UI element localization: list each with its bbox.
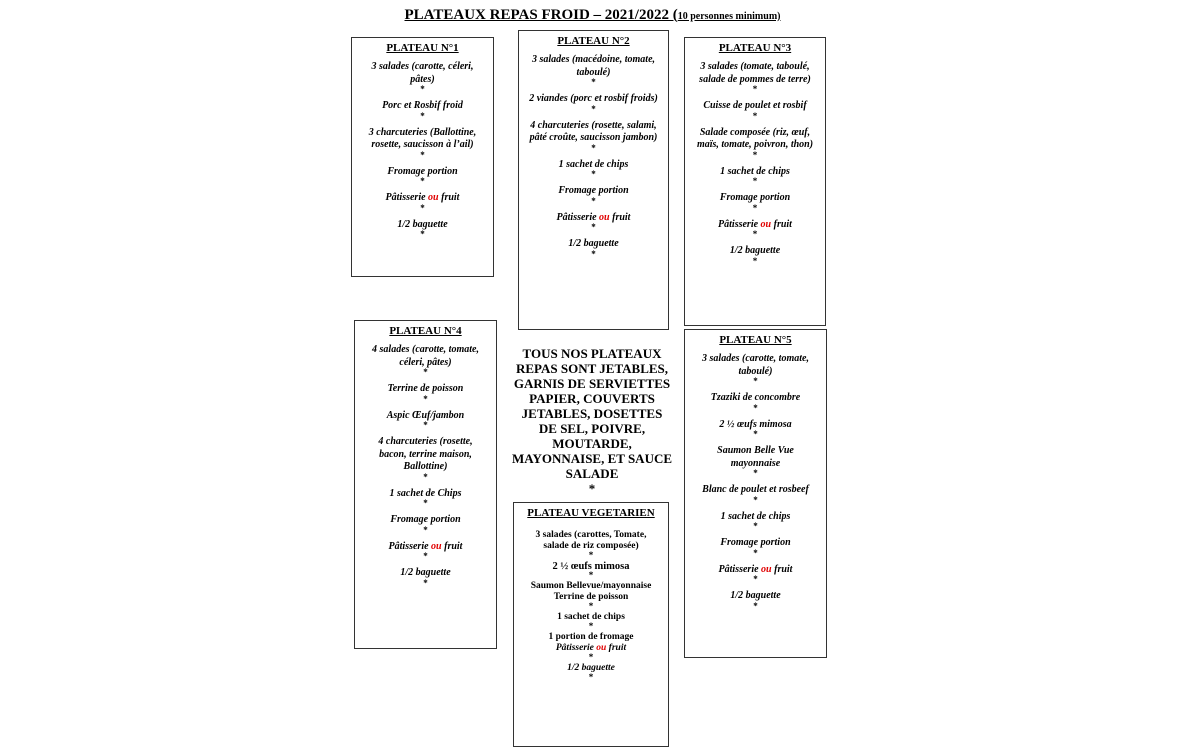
separator-star: *: [753, 494, 758, 505]
separator-star: *: [591, 195, 596, 206]
patisserie-label: Pâtisserie: [556, 211, 600, 223]
plateau-1-item: 1/2 baguette: [397, 218, 448, 230]
plateau-4-card: [354, 320, 497, 649]
separator-star: *: [752, 229, 758, 239]
separator-star: *: [753, 600, 758, 611]
fruit-label: fruit: [771, 218, 792, 230]
plateau-3-heading: PLATEAU N°3: [718, 42, 792, 54]
separator-star: *: [423, 420, 428, 430]
plateau-1-item: Fromage portion: [387, 165, 458, 177]
plateau-3-item: 1/2 baguette: [729, 245, 781, 256]
separator-star: *: [588, 601, 594, 611]
vegetarien-item: Saumon Bellevue/mayonnaise: [530, 581, 652, 591]
plateau-3-item: Cuisse de poulet et rosbif: [703, 100, 807, 111]
separator-star: *: [591, 103, 596, 114]
fruit-label: fruit: [441, 540, 463, 552]
plateau-1-item: 3 salades (carotte, céleri, pâtes): [371, 61, 474, 85]
page-title: [0, 7, 1185, 24]
separator-star: *: [423, 367, 428, 377]
separator-star: *: [752, 110, 758, 121]
plateau-1-card: [351, 37, 494, 277]
separator-star: *: [423, 577, 428, 588]
plateau-4-item: 1 sachet de Chips: [389, 487, 462, 499]
fruit-label: fruit: [438, 192, 460, 203]
plateau-2-card: [518, 30, 669, 330]
separator-star: *: [420, 149, 425, 160]
vegetarien-item: 2 ½ œufs mimosa: [552, 561, 630, 572]
separator-star: *: [752, 255, 758, 266]
separator-star: *: [420, 84, 425, 94]
title-main: PLATEAUX REPAS FROID – 2021/2022 (: [404, 7, 678, 23]
separator-star: *: [588, 550, 594, 560]
separator-star: *: [752, 202, 758, 213]
separator-star: *: [420, 110, 425, 121]
plateau-2-item: 1/2 baguette: [568, 238, 619, 249]
separator-star: *: [591, 142, 596, 153]
separator-star: *: [752, 176, 758, 186]
vegetarien-item: 1 sachet de chips: [557, 612, 625, 622]
plateau-3-card: [684, 37, 826, 326]
separator-star: *: [423, 471, 428, 482]
plateau-2-item: 2 viandes (porc et rosbif froids): [529, 93, 658, 104]
separator-star: *: [423, 498, 428, 508]
separator-star: *: [588, 621, 594, 631]
plateau-2-item: 1 sachet de chips: [558, 158, 629, 170]
ou-word: ou: [431, 540, 442, 552]
plateau-5-item: 1 sachet de chips: [720, 510, 791, 522]
separator-star: *: [752, 149, 758, 160]
notice-text-block: [512, 346, 672, 496]
plateau-5-item: Blanc de poulet et rosbeef: [702, 484, 809, 495]
separator-star: *: [753, 429, 758, 439]
separator-star: *: [423, 551, 428, 561]
ou-word: ou: [428, 192, 439, 203]
plateau-2-item: 3 salades (macédoine, tomate, taboulé): [531, 54, 656, 78]
fruit-label: fruit: [609, 211, 631, 223]
separator-star: *: [591, 77, 596, 87]
plateau-2-item: Fromage portion: [558, 185, 629, 196]
patisserie-label: Pâtisserie: [388, 540, 432, 552]
separator-star: *: [752, 84, 758, 94]
plateau-4-heading: PLATEAU N°4: [389, 325, 462, 337]
plateau-1-heading: PLATEAU N°1: [386, 42, 459, 54]
plateau-3-item: Fromage portion: [719, 192, 791, 203]
plateau-1-item: Porc et Rosbif froid: [382, 100, 463, 111]
separator-star: *: [591, 169, 596, 179]
plateau-3-item: 1 sachet de chips: [720, 165, 790, 177]
plateau-vegetarien-heading: PLATEAU VEGETARIEN: [527, 507, 655, 519]
plateau-5-heading: PLATEAU N°5: [719, 334, 792, 346]
plateau-2-heading: PLATEAU N°2: [557, 35, 630, 47]
separator-star: *: [753, 468, 758, 478]
patisserie-label: Pâtisserie: [718, 218, 761, 230]
plateau-5-item: Tzaziki de concombre: [710, 392, 801, 403]
ou-word: ou: [761, 563, 772, 575]
separator-star: *: [753, 521, 758, 531]
fruit-label: fruit: [771, 563, 793, 575]
ou-word: ou: [760, 218, 772, 230]
separator-star: *: [753, 402, 758, 413]
plateau-5-item: 1/2 baguette: [730, 590, 781, 601]
plateau-5-card: [684, 329, 827, 658]
separator-star: *: [588, 570, 594, 580]
plateau-3-item: 3 salades (tomate, taboulé, salade de pommes de terre): [699, 61, 811, 85]
plateau-5-item: 3 salades (carotte, tomate, taboulé): [702, 353, 809, 377]
vegetarien-item: 1/2 baguette: [567, 663, 615, 673]
vegetarien-item: 3 salades (carottes, Tomate, salade de riz composée): [535, 530, 647, 551]
plateau-4-item: Terrine de poisson: [387, 383, 464, 394]
plateau-2-item: 4 charcuteries (rosette, salami, pâté croûte, saucisson jambon): [529, 119, 658, 143]
plateau-5-item: Fromage portion: [720, 537, 791, 548]
separator-star: *: [420, 176, 425, 186]
plateau-vegetarien-card: [513, 502, 669, 747]
patisserie-label: Pâtisserie: [385, 192, 429, 203]
separator-star: *: [588, 652, 594, 662]
separator-star: *: [588, 481, 596, 496]
title-minimum: 10 personnes minimum): [677, 11, 781, 22]
separator-star: *: [423, 524, 428, 535]
separator-star: *: [423, 393, 428, 404]
ou-word: ou: [599, 211, 610, 223]
fruit-label: fruit: [606, 643, 627, 653]
patisserie-label: Pâtisserie: [555, 643, 597, 653]
patisserie-label: Pâtisserie: [718, 563, 762, 575]
plateau-1-item: 3 charcuteries (Ballottine, rosette, saucisson à l’ail): [368, 126, 477, 150]
separator-star: *: [420, 229, 425, 239]
plateau-4-item: Aspic Œuf/jambon: [386, 409, 465, 421]
notice-text: TOUS NOS PLATEAUX REPAS SONT JETABLES, GARNIS DE SERVIETTES PAPIER, COUVERTS JETABLES, DOSETTES DE SEL, POIVRE, MOUTARDE, MAYONNAISE, ET SAUCE SALADE: [512, 346, 673, 481]
vegetarien-item: Terrine de poisson: [553, 592, 629, 602]
plateau-4-item: 1/2 baguette: [400, 567, 451, 578]
separator-star: *: [588, 672, 594, 682]
plateau-4-item: Fromage portion: [390, 514, 461, 525]
plateau-5-item: Saumon Belle Vue mayonnaise: [717, 445, 794, 469]
vegetarien-item: 1 portion de fromage: [548, 632, 634, 642]
separator-star: *: [753, 376, 758, 386]
separator-star: *: [753, 574, 758, 584]
plateau-5-item: 2 ½ œufs mimosa: [719, 418, 792, 430]
separator-star: *: [753, 547, 758, 558]
ou-word: ou: [596, 643, 607, 653]
separator-star: *: [591, 222, 596, 232]
plateau-4-item: 4 salades (carotte, tomate, céleri, pâtes): [372, 344, 479, 368]
plateau-4-item: 4 charcuteries (rosette, bacon, terrine maison, Ballottine): [378, 436, 473, 472]
plateau-3-item: Salade composée (riz, œuf, maïs, tomate, poivron, thon): [696, 126, 814, 150]
separator-star: *: [420, 202, 425, 213]
separator-star: *: [591, 248, 596, 259]
